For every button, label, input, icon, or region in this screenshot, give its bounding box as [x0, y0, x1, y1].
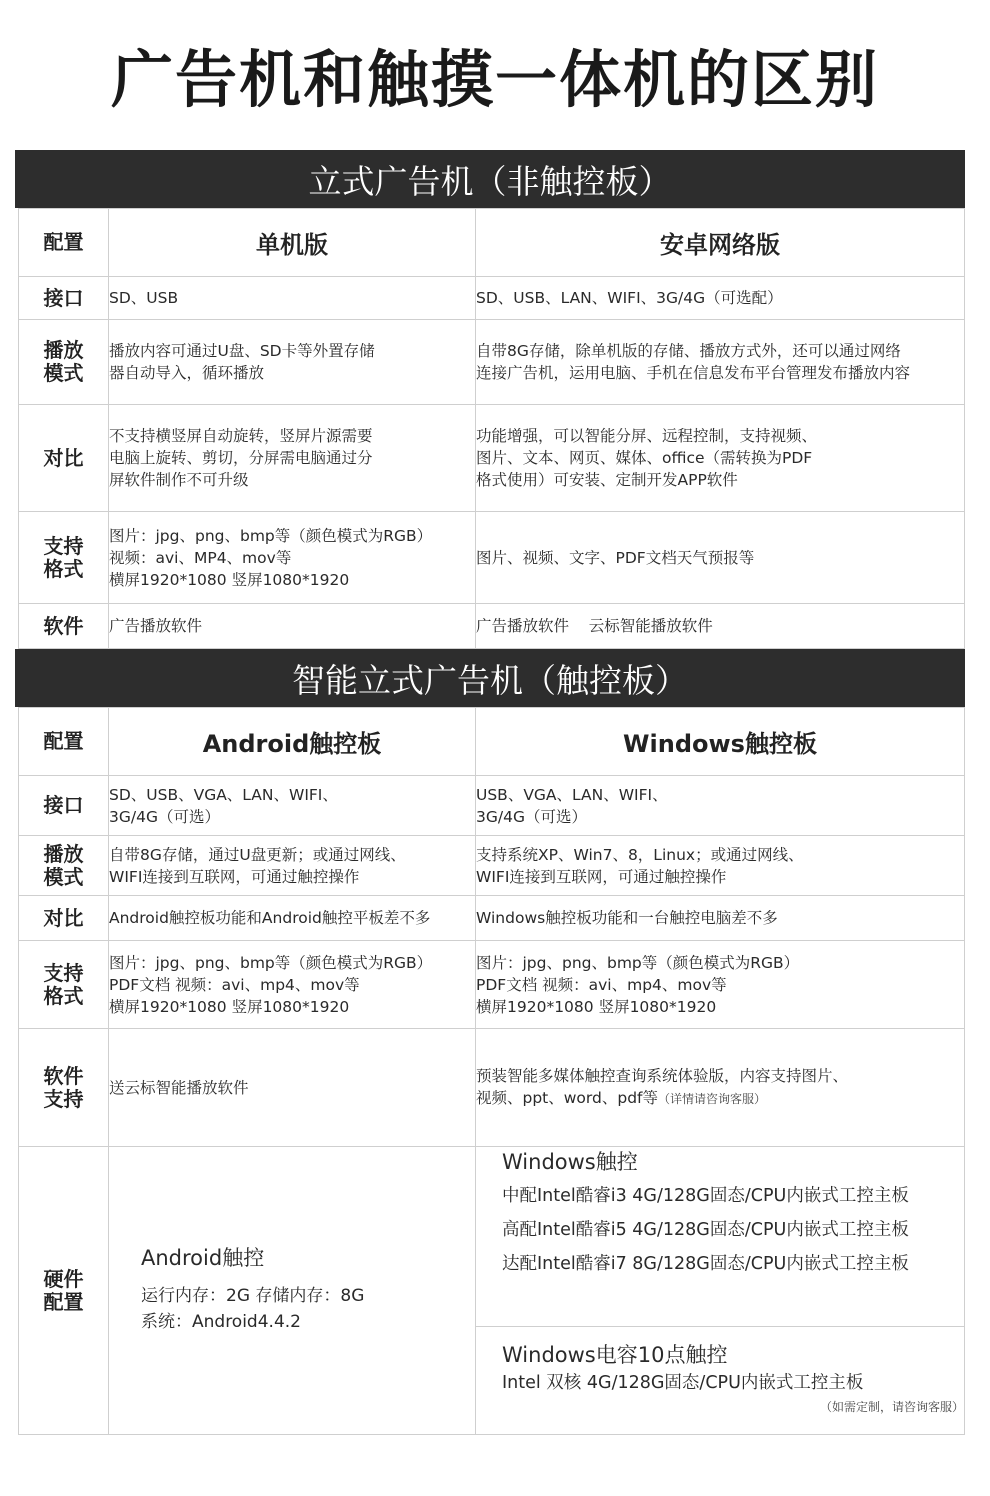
software-description: 预装智能多媒体触控查询系统体验版，内容支持图片、 视频、ppt、word、pdf等: [476, 1067, 849, 1107]
android-hardware-title: Android触控: [141, 1245, 265, 1270]
section2-table: [18, 707, 965, 1435]
windows-capacitive-spec: Intel 双核 4G/128G固态/CPU内嵌式工控主板: [502, 1372, 864, 1393]
windows-spec-line: 高配Intel酷睿i5 4G/128G固态/CPU内嵌式工控主板: [502, 1220, 909, 1240]
windows-capacitive-title: Windows电容10点触控: [502, 1342, 728, 1367]
table-row: [19, 1029, 965, 1147]
cell-windows-capacitive-hardware: [476, 1327, 965, 1435]
software-note: （详情请咨询客服）: [658, 1092, 767, 1106]
cell-left: Android触控板功能和Android触控平板差不多: [109, 896, 476, 941]
table-row: [19, 405, 965, 512]
table-row: [19, 1147, 965, 1327]
cell-left: 送云标智能播放软件: [109, 1029, 476, 1147]
table-row: [19, 836, 965, 896]
row-label: 对比: [19, 405, 109, 512]
table-row: [19, 209, 965, 277]
table-row: [19, 941, 965, 1029]
table-row: [19, 776, 965, 836]
cell-left: 自带8G存储，通过U盘更新；或通过网线、 WIFI连接到互联网，可通过触控操作: [109, 836, 476, 896]
table-row: [19, 896, 965, 941]
cell-right: 自带8G存储，除单机版的存储、播放方式外，还可以通过网络 连接广告机，运用电脑、手机在信息发布平台管理发布播放内容: [476, 320, 965, 405]
row-label: 播放 模式: [19, 320, 109, 405]
column-header-android-network: 安卓网络版: [476, 209, 965, 277]
customization-note: （如需定制，请咨询客服）: [819, 1399, 964, 1414]
row-label: 软件: [19, 604, 109, 649]
cell-android-hardware: [109, 1147, 476, 1435]
cell-right: [476, 1029, 965, 1147]
cell-right: 图片、视频、文字、PDF文档天气预报等: [476, 512, 965, 604]
cell-left: SD、USB: [109, 277, 476, 320]
cell-right: SD、USB、LAN、WIFI、3G/4G（可选配）: [476, 277, 965, 320]
column-header-android-touch: Android触控板: [109, 708, 476, 776]
table-row: [19, 277, 965, 320]
cell-left: SD、USB、VGA、LAN、WIFI、 3G/4G（可选）: [109, 776, 476, 836]
cell-right: 功能增强，可以智能分屏、远程控制，支持视频、 图片、文本、网页、媒体、office（需转换为PDF 格式使用）可安装、定制开发APP软件: [476, 405, 965, 512]
cell-right: USB、VGA、LAN、WIFI、 3G/4G（可选）: [476, 776, 965, 836]
row-label: 对比: [19, 896, 109, 941]
row-label: 支持 格式: [19, 941, 109, 1029]
section1-heading: 立式广告机（非触控板）: [15, 150, 965, 208]
row-label: 接口: [19, 776, 109, 836]
cell-windows-hardware: [476, 1147, 965, 1327]
windows-hardware-title: Windows触控: [502, 1150, 638, 1174]
table-row: [19, 320, 965, 405]
cell-left: 广告播放软件: [109, 604, 476, 649]
windows-spec-line: 中配Intel酷睿i3 4G/128G固态/CPU内嵌式工控主板: [502, 1186, 909, 1206]
column-header-windows-touch: Windows触控板: [476, 708, 965, 776]
row-label: 配置: [19, 209, 109, 277]
row-label: 软件 支持: [19, 1029, 109, 1147]
cell-left: 播放内容可通过U盘、SD卡等外置存储 器自动导入，循环播放: [109, 320, 476, 405]
table-row: [19, 604, 965, 649]
table-row: [19, 708, 965, 776]
cell-left: 图片：jpg、png、bmp等（颜色模式为RGB） PDF文档 视频：avi、mp4、mov等 横屏1920*1080 竖屏1080*1920: [109, 941, 476, 1029]
android-hardware-specs: 运行内存：2G 存储内存：8G 系统：Android4.4.2: [141, 1285, 365, 1332]
cell-right: 广告播放软件 云标智能播放软件: [476, 604, 965, 649]
row-label: 硬件 配置: [19, 1147, 109, 1435]
column-header-standalone: 单机版: [109, 209, 476, 277]
table-row: [19, 512, 965, 604]
row-label: 配置: [19, 708, 109, 776]
cell-right: Windows触控板功能和一台触控电脑差不多: [476, 896, 965, 941]
cell-left: 图片：jpg、png、bmp等（颜色模式为RGB） 视频：avi、MP4、mov等 横屏1920*1080 竖屏1080*1920: [109, 512, 476, 604]
windows-spec-line: 达配Intel酷睿i7 8G/128G固态/CPU内嵌式工控主板: [502, 1254, 909, 1274]
cell-left: 不支持横竖屏自动旋转，竖屏片源需要 电脑上旋转、剪切，分屏需电脑通过分 屏软件制作不可升级: [109, 405, 476, 512]
page-title: 广告机和触摸一体机的区别: [110, 43, 879, 116]
row-label: 接口: [19, 277, 109, 320]
cell-right: 图片：jpg、png、bmp等（颜色模式为RGB） PDF文档 视频：avi、mp4、mov等 横屏1920*1080 竖屏1080*1920: [476, 941, 965, 1029]
section1-table: [18, 208, 965, 649]
section2-heading: 智能立式广告机（触控板）: [15, 649, 965, 707]
row-label: 播放 模式: [19, 836, 109, 896]
cell-right: 支持系统XP、Win7、8，Linux；或通过网线、 WIFI连接到互联网，可通过触控操作: [476, 836, 965, 896]
row-label: 支持 格式: [19, 512, 109, 604]
